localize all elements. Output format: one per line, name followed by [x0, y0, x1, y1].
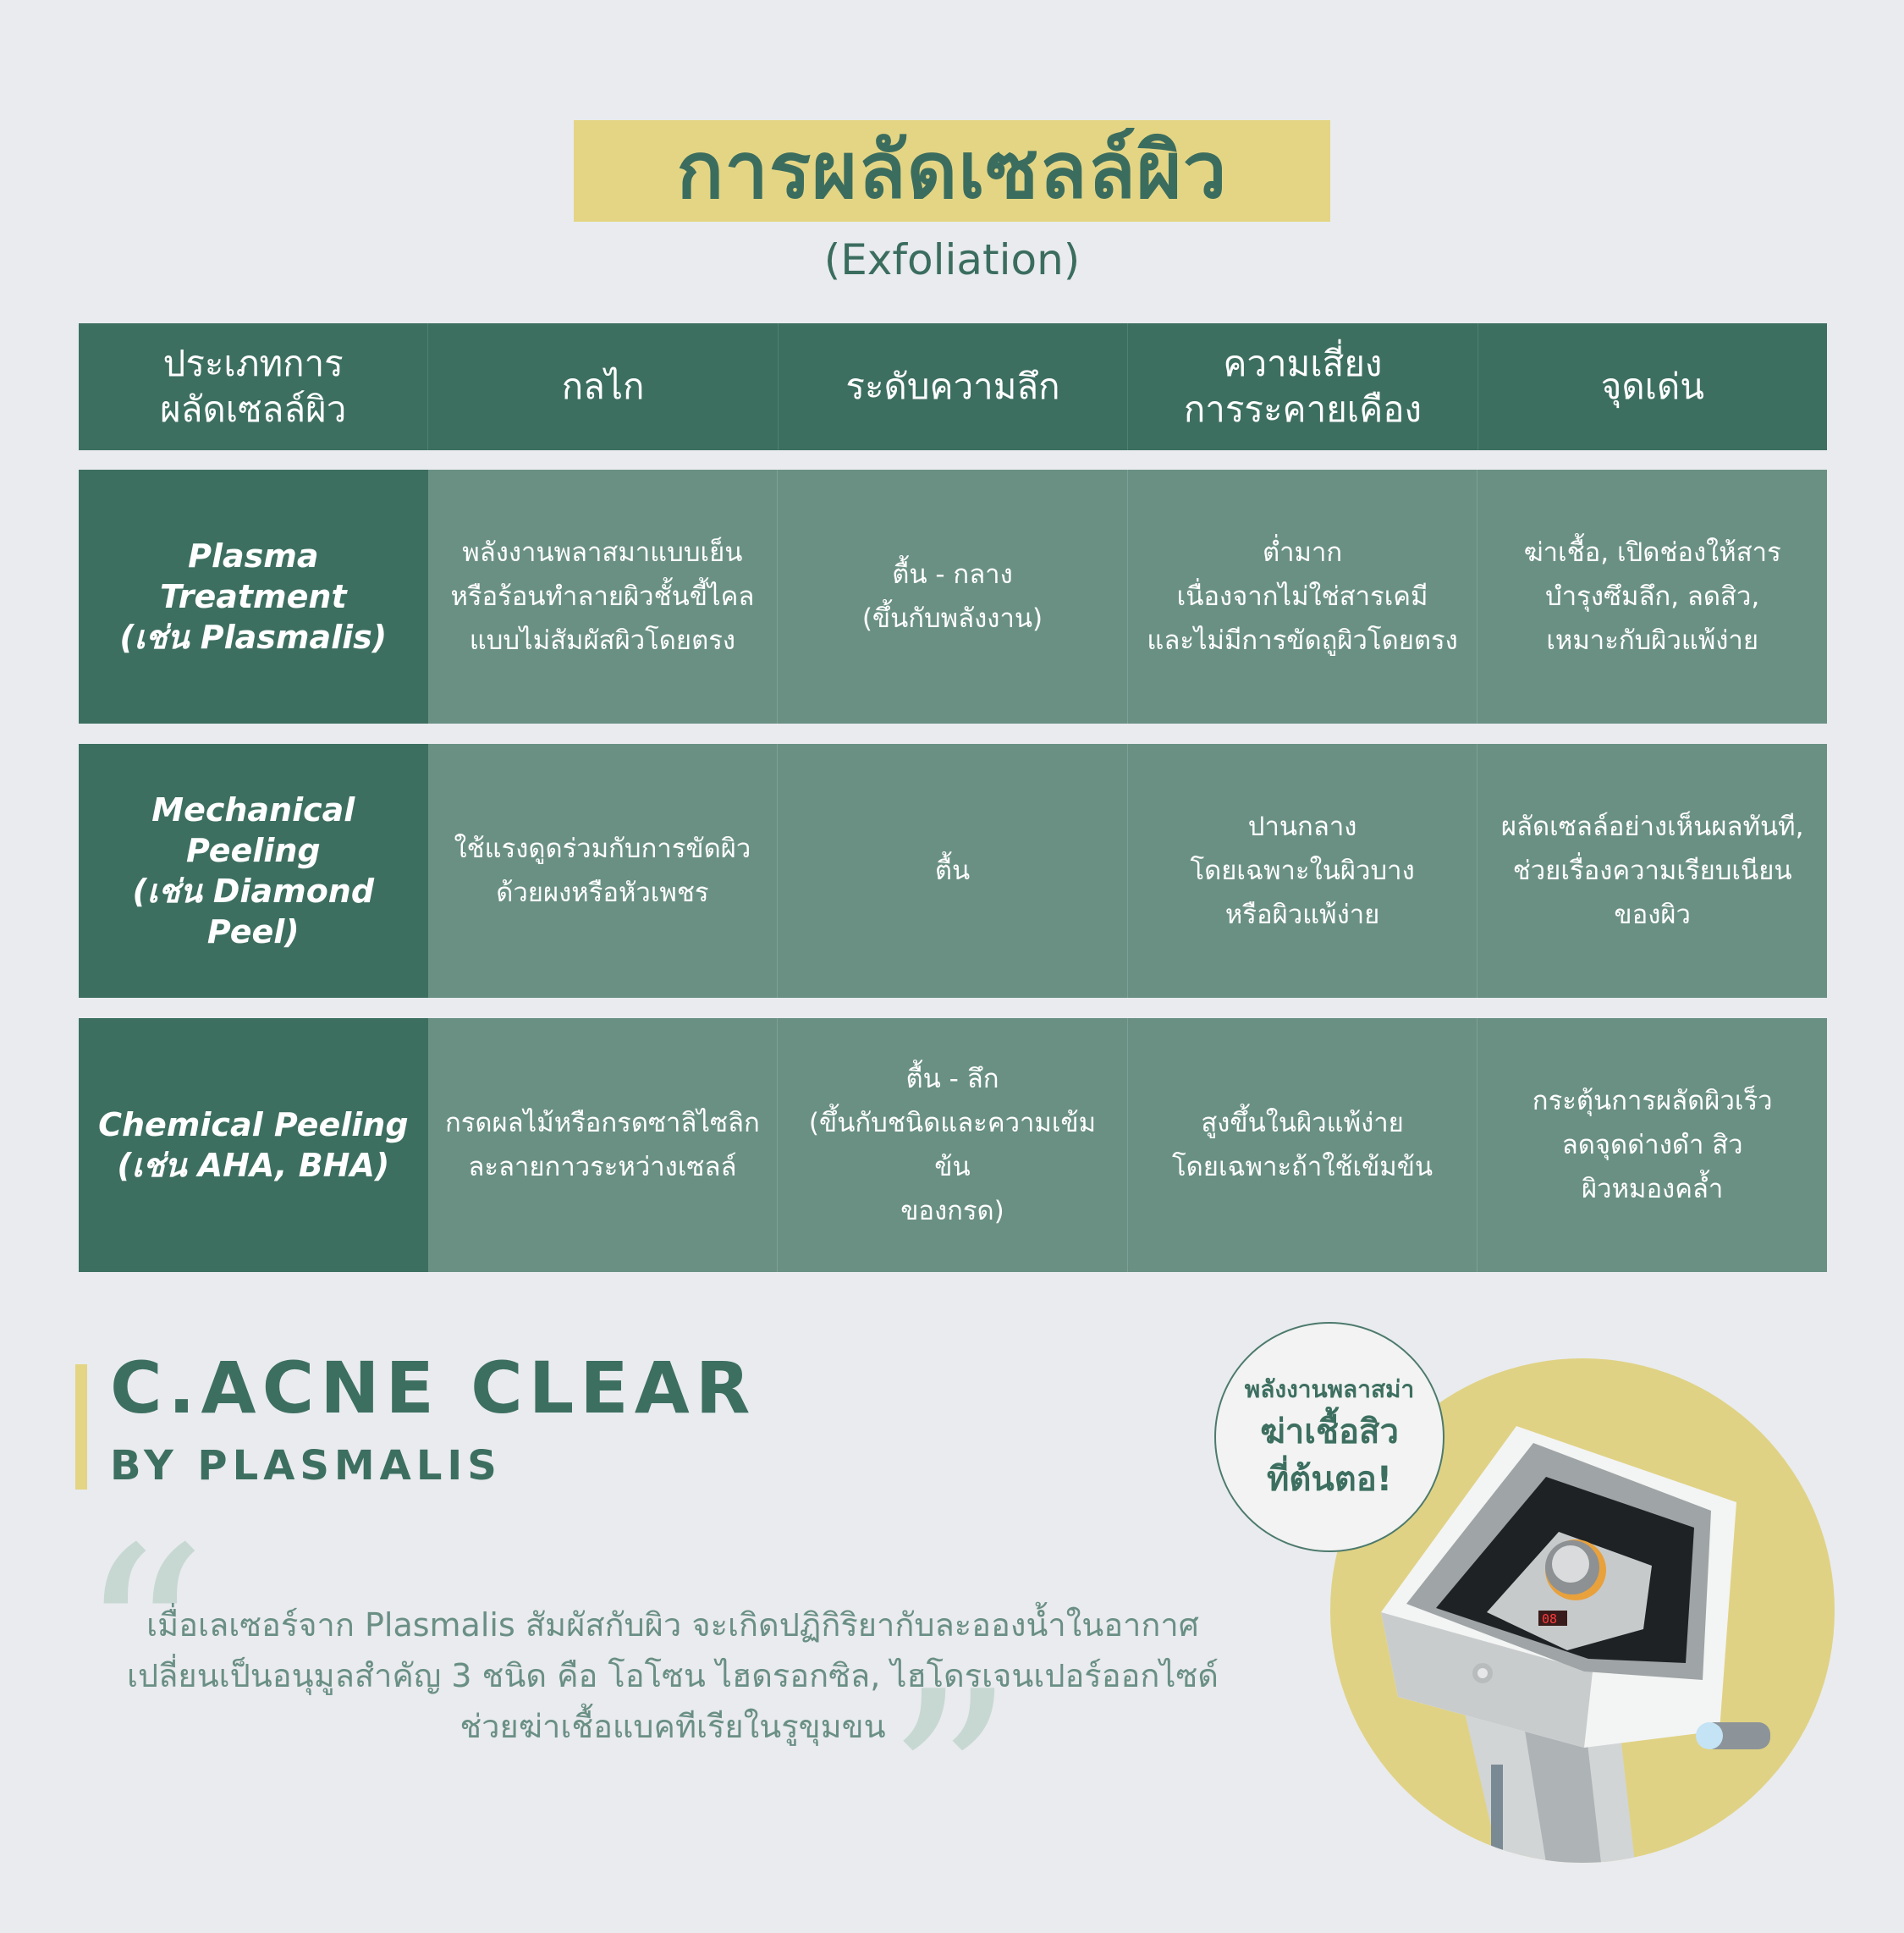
quote-text: เมื่อเลเซอร์จาก Plasmalis สัมผัสกับผิว จะเกิดปฏิกิริยากับละอองน้ำในอากาศ เปลี่ยนเป็นอนุมูลสำคัญ 3 ชนิด คือ โอโซน ไฮดรอกซิล, ไฮโดรเจนเปอร์ออกไซด์ ช่วยฆ่าเชื้อแบคทีเรียในรูขุมขน — [127, 1606, 1219, 1745]
row-type: Mechanical Peeling (เช่น Diamond Peel) — [79, 744, 428, 998]
brand-accent-bar — [75, 1364, 87, 1490]
row-highlight: กระตุ้นการผลัดผิวเร็ว ลดจุดด่างดำ สิว ผิวหมองคล้ำ — [1478, 1018, 1827, 1272]
device-display: 08 — [1542, 1611, 1558, 1627]
open-quote-icon: “ — [78, 1494, 208, 1789]
promo-badge — [1214, 1322, 1445, 1552]
row-risk: สูงขึ้นในผิวแพ้ง่าย โดยเฉพาะถ้าใช้เข้มข้น — [1128, 1018, 1478, 1272]
header-risk: ความเสี่ยง การระคายเคือง — [1128, 323, 1478, 450]
row-mechanism: กรดผลไม้หรือกรดซาลิไซลิก ละลายกาวระหว่างเซลล์ — [428, 1018, 779, 1272]
row-highlight: ฆ่าเชื้อ, เปิดช่องให้สาร บำรุงซึมลึก, ลดสิว, เหมาะกับผิวแพ้ง่าย — [1478, 470, 1827, 724]
close-quote-icon: ” — [885, 1638, 1015, 1933]
brand-name: C.ACNE CLEAR — [110, 1346, 757, 1429]
badge-top-text: พลังงานพลาสม่า — [1244, 1375, 1415, 1403]
badge-main-text: ฆ่าเชื้อสิว ที่ต้นตอ! — [1260, 1413, 1399, 1499]
row-mechanism: ใช้แรงดูดร่วมกับการขัดผิว ด้วยผงหรือหัวเพชร — [428, 744, 779, 998]
table-row — [79, 470, 1827, 724]
brand-byline: BY PLASMALIS — [110, 1442, 502, 1490]
row-risk: ต่ำมาก เนื่องจากไม่ใช่สารเคมี และไม่มีการขัดถูผิวโดยตรง — [1128, 470, 1478, 724]
table-row — [79, 1018, 1827, 1272]
page-subtitle: (Exfoliation) — [823, 235, 1081, 284]
header-depth: ระดับความลึก — [779, 323, 1128, 450]
row-type: Plasma Treatment (เช่น Plasmalis) — [79, 470, 428, 724]
row-depth: ตื้น — [778, 744, 1128, 998]
row-risk: ปานกลาง โดยเฉพาะในผิวบาง หรือผิวแพ้ง่าย — [1128, 744, 1478, 998]
table-header — [79, 323, 1827, 450]
title-banner — [574, 120, 1330, 222]
row-type: Chemical Peeling (เช่น AHA, BHA) — [79, 1018, 428, 1272]
page-title: การผลัดเซลล์ผิว — [676, 125, 1228, 216]
row-mechanism: พลังงานพลาสมาแบบเย็น หรือร้อนทำลายผิวชั้นขี้ไคล แบบไม่สัมผัสผิวโดยตรง — [428, 470, 779, 724]
row-depth: ตื้น - กลาง (ขึ้นกับพลังงาน) — [778, 470, 1128, 724]
header-mechanism: กลไก — [428, 323, 778, 450]
table-row — [79, 744, 1827, 998]
row-highlight: ผลัดเซลล์อย่างเห็นผลทันที, ช่วยเรื่องความเรียบเนียน ของผิว — [1478, 744, 1827, 998]
header-type: ประเภทการ ผลัดเซลล์ผิว — [79, 323, 428, 450]
header-highlight: จุดเด่น — [1600, 366, 1704, 407]
row-depth: ตื้น - ลึก (ขึ้นกับชนิดและความเข้มข้น ของกรด) — [778, 1018, 1128, 1272]
